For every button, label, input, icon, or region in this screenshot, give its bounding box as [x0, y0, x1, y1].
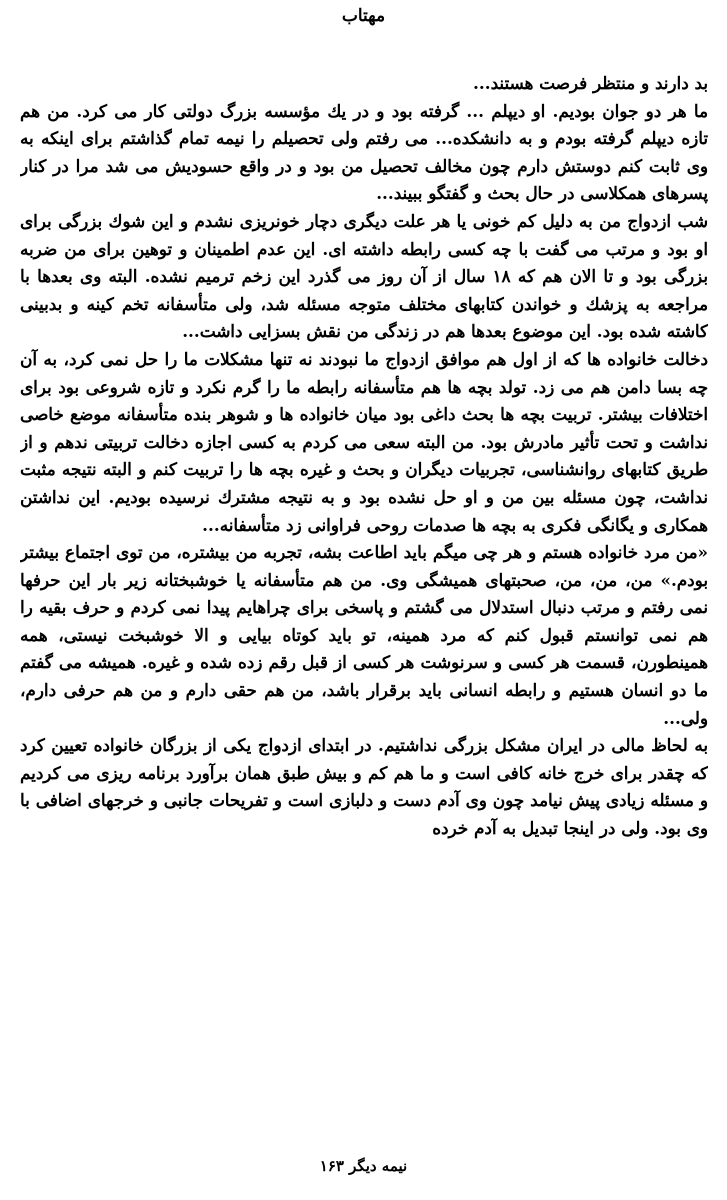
page-footer: نیمه دیگر ۱۶۳: [319, 1157, 408, 1175]
paragraph: دخالت خانواده ها که از اول هم موافق ازدواج ما نبودند نه تنها مشکلات ما را حل نمی کرد، به آن چه بسا دامن هم می زد. تولد بچه ها هم متأسفانه رابطه ما را گرم نکرد و تازه شروعی بود برای اختلافات بیشتر. تربیت بچه ها بحث داغی بود میان خانواده ها و شوهر بنده متأسفانه موضع خاصی نداشت و تحت تأثیر مادرش بود. من البته سعی می کردم به کسی اجازه دخالت تربیتی ندهم و از طریق کتابهای روانشناسی، تجربیات دیگران و بحث و غیره بچه ها را تربیت کنم و البته نتیجه مثبت نداشت، چون مسئله بین من و او حل نشده بود و به نتیجه مشترك نرسیده بودیم. این نداشتن همکاری و یگانگی فکری به بچه ها صدمات روحی فراوانی زد متأسفانه...: [20, 348, 708, 535]
paragraph: بد دارند و منتظر فرصت هستند...: [473, 73, 708, 93]
paragraph: ما هر دو جوان بودیم. او دیپلم ... گرفته بود و در یك مؤسسه بزرگ دولتی کار می کرد. من هم تازه دیپلم گرفته بودم و به دانشکده... می رفتم ولی تحصیلم را نیمه تمام گذاشتم برای اینکه به وی ثابت کنم دوستش دارم چون مخالف تحصیل من بود و در واقع حسودیش می شد مرا در کنار پسرهای همکلاسی در حال بحث و گفتگو ببیند...: [20, 100, 708, 204]
page-body: [20, 70, 708, 1120]
running-header: مهتاب: [341, 6, 386, 26]
paragraph: شب ازدواج من به دلیل کم خونی یا هر علت دیگری دچار خونریزی نشدم و این شوك بزرگی برای او بود و مرتب می گفت با چه کسی رابطه داشته ای. این عدم اطمینان و توهین برای من ضربه بزرگی بود و تا الان هم که ۱۸ سال از آن روز می گذرد این زخم ترمیم نشده. البته وی بعدها با مراجعه به پزشك و خواندن کتابهای مختلف متوجه مسئله شد، ولی متأسفانه تخم کینه و بدبینی کاشته شده بود. این موضوع بعدها هم در زندگی من نقش بسزایی داشت...: [20, 210, 708, 342]
paragraph: به لحاظ مالی در ایران مشکل بزرگی نداشتیم. در ابتدای ازدواج یکی از بزرگان خانواده تعیین کرد که چقدر برای خرج خانه کافی است و ما هم کم و بیش طبق همان برآورد برنامه ریزی می کردیم و مسئله زیادی پیش نیامد چون وی آدم دست و دلبازی است و تفریحات جانبی و خرجهای اضافی با وی بود. ولی در اینجا تبدیل به آدم خرده: [20, 735, 708, 839]
paragraph: «من مرد خانواده هستم و هر چی میگم باید اطاعت بشه، تجربه من بیشتره، من توی اجتماع بیشتر بودم.» من، من، من، صحبتهای همیشگی وی. من هم متأسفانه یا خوشبختانه زیر بار این حرفها نمی رفتم و مرتب دنبال استدلال می گشتم و پاسخی برای چراهایم پیدا نمی کردم و حرف بقیه را هم نمی توانستم قبول کنم که مرد همینه، تو باید کوتاه بیایی و الا خوشبخت نیستی، همه همینطورن، قسمت هر کسی و سرنوشت هر کسی از قبل رقم زده شده و غیره. همیشه می گفتم ما دو انسان هستیم و رابطه انسانی باید برقرار باشد، من هم حقی دارم و من هم حرفی دارم، ولی...: [20, 542, 708, 728]
